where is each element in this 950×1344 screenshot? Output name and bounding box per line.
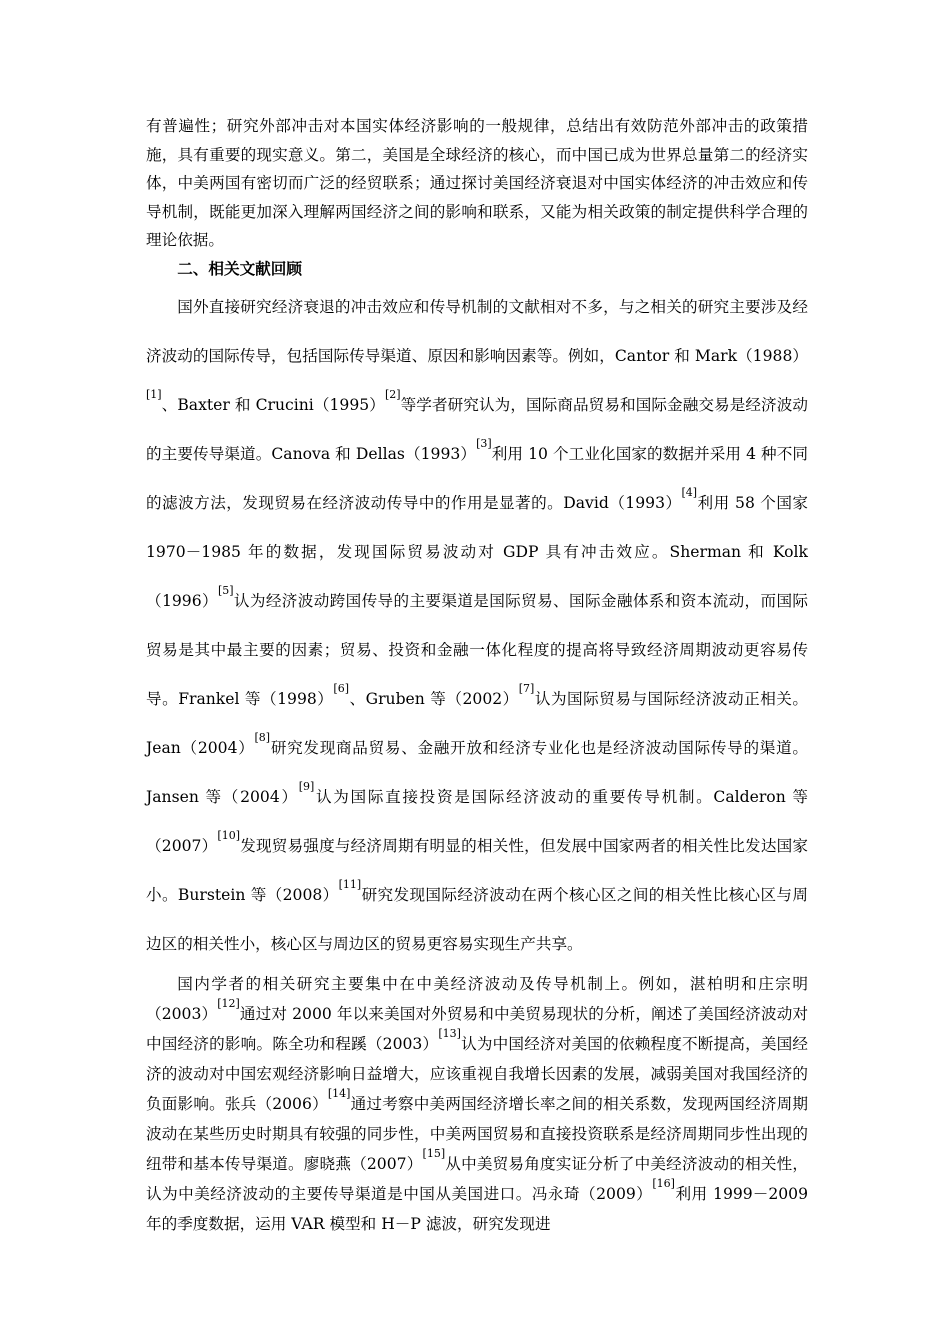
citation-ref-16: [16] — [652, 1176, 675, 1190]
citation-ref-1: [1] — [146, 387, 162, 401]
citation-ref-4: [4] — [681, 485, 698, 499]
section-heading: 二、相关文献回顾 — [177, 259, 302, 278]
citation-ref-3: [3] — [476, 436, 492, 450]
text-run: 认为国际贸易与国际经济波动正相关。Jean（2004） — [146, 689, 808, 757]
citation-ref-6: [6] — [333, 681, 350, 695]
text-run: 发现贸易强度与经济周期有明显的相关性，但发展中国家两者的相关性比发达国家小。Burstein 等（2008） — [146, 836, 808, 904]
document-page — [146, 112, 808, 1239]
citation-ref-5: [5] — [217, 583, 234, 597]
text-run: 研究发现国际经济波动在两个核心区之间的相关性比核心区与周边区的相关性小，核心区与周边区的贸易更容易实现生产共享。 — [146, 885, 808, 953]
citation-ref-14: [14] — [327, 1086, 351, 1100]
text-run: 通过对 2000 年以来美国对外贸易和中美贸易现状的分析，阐述了美国经济波动对中国经济的影响。陈全功和程蹊（2003） — [146, 1004, 808, 1053]
citation-ref-12: [12] — [217, 996, 240, 1010]
text-run: 利用 10 个工业化国家的数据并采用 4 种不同的滤波方法，发现贸易在经济波动传导中的作用是显著的。David（1993） — [146, 444, 808, 512]
text-run: 认为中国经济对美国的依赖程度不断提高，美国经济的波动对中国宏观经济影响日益增大，应该重视自我增长因素的发展，减弱美国对我国经济的负面影响。张兵（2006） — [146, 1034, 808, 1113]
text-run: 、Gruben 等（2002） — [349, 689, 519, 708]
citation-ref-13: [13] — [438, 1026, 461, 1040]
text-run: 从中美贸易角度实证分析了中美经济波动的相关性，认为中美经济波动的主要传导渠道是中国从美国进口。冯永琦（2009） — [146, 1154, 808, 1203]
text-run: 利用 1999－2009 年的季度数据，运用 VAR 模型和 H－P 滤波，研究发现进 — [146, 1184, 809, 1233]
citation-ref-8: [8] — [254, 730, 271, 744]
paragraph-foreign-literature — [146, 283, 808, 969]
text-run: 等学者研究认为，国际商品贸易和国际金融交易是经济波动的主要传导渠道。Canova 和 Dellas（1993） — [146, 395, 808, 463]
citation-ref-2: [2] — [384, 387, 401, 401]
citation-ref-11: [11] — [338, 877, 362, 891]
text-run: 通过考察中美两国经济增长率之间的相关系数，发现两国经济周期波动在某些历史时期具有较强的同步性，中美两国贸易和直接投资联系是经济周期同步性出现的纽带和基本传导渠道。廖晓燕（2007） — [146, 1094, 808, 1173]
text-run: 认为国际直接投资是国际经济波动的重要传导机制。Calderon 等（2007） — [146, 787, 808, 855]
paragraph-domestic-literature — [146, 969, 808, 1239]
citation-ref-10: [10] — [217, 828, 241, 842]
text-run: 认为经济波动跨国传导的主要渠道是国际贸易、国际金融体系和资本流动，而国际贸易是其中最主要的因素；贸易、投资和金融一体化程度的提高将导致经济周期波动更容易传导。Frankel 等（1998） — [146, 591, 808, 708]
text-run: 国内学者的相关研究主要集中在中美经济波动及传导机制上。例如，湛柏明和庄宗明（2003） — [146, 974, 808, 1023]
text-run: 利用 58 个国家 1970－1985 年的数据，发现国际贸易波动对 GDP 具有冲击效应。Sherman 和 Kolk（1996） — [146, 493, 808, 610]
paragraph-intro-continuation: 有普遍性；研究外部冲击对本国实体经济影响的一般规律，总结出有效防范外部冲击的政策措施，具有重要的现实意义。第二，美国是全球经济的核心，而中国已成为世界总量第二的经济实体，中美两国有密切而广泛的经贸联系；通过探讨美国经济衰退对中国实体经济的冲击效应和传导机制，既能更加深入理解两国经济之间的影响和联系，又能为相关政策的制定提供科学合理的理论依据。 — [146, 117, 808, 250]
text-run: 国外直接研究经济衰退的冲击效应和传导机制的文献相对不多，与之相关的研究主要涉及经济波动的国际传导，包括国际传导渠道、原因和影响因素等。例如，Cantor 和 Mark（1988） — [146, 297, 808, 365]
citation-ref-7: [7] — [518, 681, 535, 695]
text-run: 、Baxter 和 Crucini（1995） — [161, 395, 385, 414]
text-run: 研究发现商品贸易、金融开放和经济专业化也是经济波动国际传导的渠道。Jansen 等（2004） — [146, 738, 808, 806]
citation-ref-9: [9] — [298, 779, 315, 793]
citation-ref-15: [15] — [422, 1146, 446, 1160]
